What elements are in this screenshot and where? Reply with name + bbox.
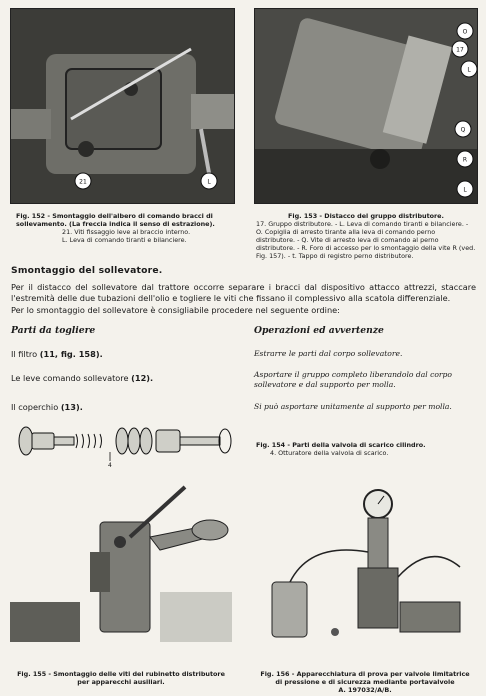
distributor-group-illustration: [255, 9, 477, 203]
figure-154-drawing: [10, 414, 238, 469]
fig152-caption-line1: 21. Viti fissaggio leve al braccio interno.: [62, 228, 191, 236]
table-right-header: Operazioni ed avvertenze: [254, 325, 384, 336]
row-3-part-ref: (13).: [60, 402, 83, 412]
figure-153-caption: [256, 212, 476, 260]
table-row-2-op: Asportare il gruppo completo liberandolo dal corpo sollevatore e dal supporto per molla.: [254, 370, 452, 389]
fig154-caption-title: Fig. 154 - Parti della valvola di scarico cilindro.: [256, 441, 426, 449]
figure-155-caption: [10, 670, 232, 686]
table-row-3-part: [11, 402, 83, 412]
table-left-header: Parti da togliere: [11, 325, 96, 336]
row-3-part-name: Il coperchio: [11, 402, 59, 412]
fig152-caption-title: Fig. 152 - Smontaggio dell'albero di comando bracci di sollevamento. (La freccia indica il senso di estrazione).: [16, 212, 215, 228]
paragraph-2: Per lo smontaggio del sollevatore è consigliabile procedere nel seguente ordine:: [11, 305, 340, 315]
figure-155-photo: [10, 482, 232, 642]
fig153-callout-17: 17: [456, 46, 464, 54]
fig153-caption-body: 17. Gruppo distributore. - L. Leva di comando tiranti e bilanciere. - O. Copiglia di arresto tirante alla leva di comando perno distributore. - Q. Vite di arresto leva di comando al perno distributore. - R. Foro di accesso per lo smontaggio della vite R (ved. Fig. 157). - t. Tappo di registro perno distributore.: [256, 220, 476, 260]
section-title: Smontaggio del sollevatore.: [11, 265, 163, 276]
fig154-caption-line1: 4. Otturatore della valvola di scarico.: [270, 449, 389, 457]
paragraph-1: Per il distacco del sollevatore dal trattore occorre separare i bracci dal dispositivo attacco attrezzi, staccare l'estremità delle due tubazioni dell'olio e togliere le viti che fissano il complessivo alla scatola differenziale.: [11, 282, 476, 304]
table-row-1-part: [11, 349, 103, 359]
fig156-caption-line2: di pressione e di sicurezza mediante portavalvole: [275, 678, 455, 686]
fig153-callout-R: R: [462, 156, 468, 164]
fig153-callout-L-bottom: L: [463, 186, 467, 194]
figure-156-caption: [250, 670, 480, 694]
fig153-callout-O: O: [462, 28, 468, 36]
fig152-callout-21: 21: [79, 178, 87, 186]
fig152-caption-line2: L. Leva di comando tiranti e bilanciere.: [62, 236, 187, 244]
fig153-callout-Q: Q: [460, 126, 466, 134]
figure-153-photo: [254, 8, 478, 204]
distributor-screws-illustration: [10, 482, 232, 642]
figure-156-photo: [250, 482, 476, 642]
table-row-2-part: [11, 373, 153, 383]
table-row-3-op: Si può asportare unitamente al supporto per molla.: [254, 402, 452, 411]
fig155-caption-line2: per apparecchi ausiliari.: [77, 678, 165, 686]
test-apparatus-illustration: [250, 482, 476, 642]
fig152-callout-L: L: [207, 178, 211, 186]
fig154-callout-4: 4: [108, 462, 112, 469]
row-2-part-name: Le leve comando sollevatore: [11, 373, 129, 383]
lift-shaft-illustration: [11, 9, 234, 203]
fig156-caption-line3: A. 197032/A/B.: [338, 686, 392, 694]
exhaust-valve-parts-drawing: [10, 414, 238, 469]
fig153-callout-L-top: L: [467, 66, 471, 74]
fig153-caption-title: Fig. 153 - Distacco del gruppo distributore.: [288, 212, 444, 220]
fig155-caption-line1: Fig. 155 - Smontaggio delle viti del rubinetto distributore: [17, 670, 225, 678]
row-1-part-name: Il filtro: [11, 349, 38, 359]
table-row-1-op: Estrarre le parti dal corpo sollevatore.: [254, 349, 403, 358]
row-1-part-ref: (11, fig. 158).: [39, 349, 103, 359]
fig156-caption-line1: Fig. 156 - Apparecchiatura di prova per valvole limitatrice: [260, 670, 470, 678]
figure-152-photo: [10, 8, 235, 204]
row-2-part-ref: (12).: [131, 373, 154, 383]
figure-154-caption: [256, 441, 478, 457]
figure-152-caption: [16, 212, 228, 244]
